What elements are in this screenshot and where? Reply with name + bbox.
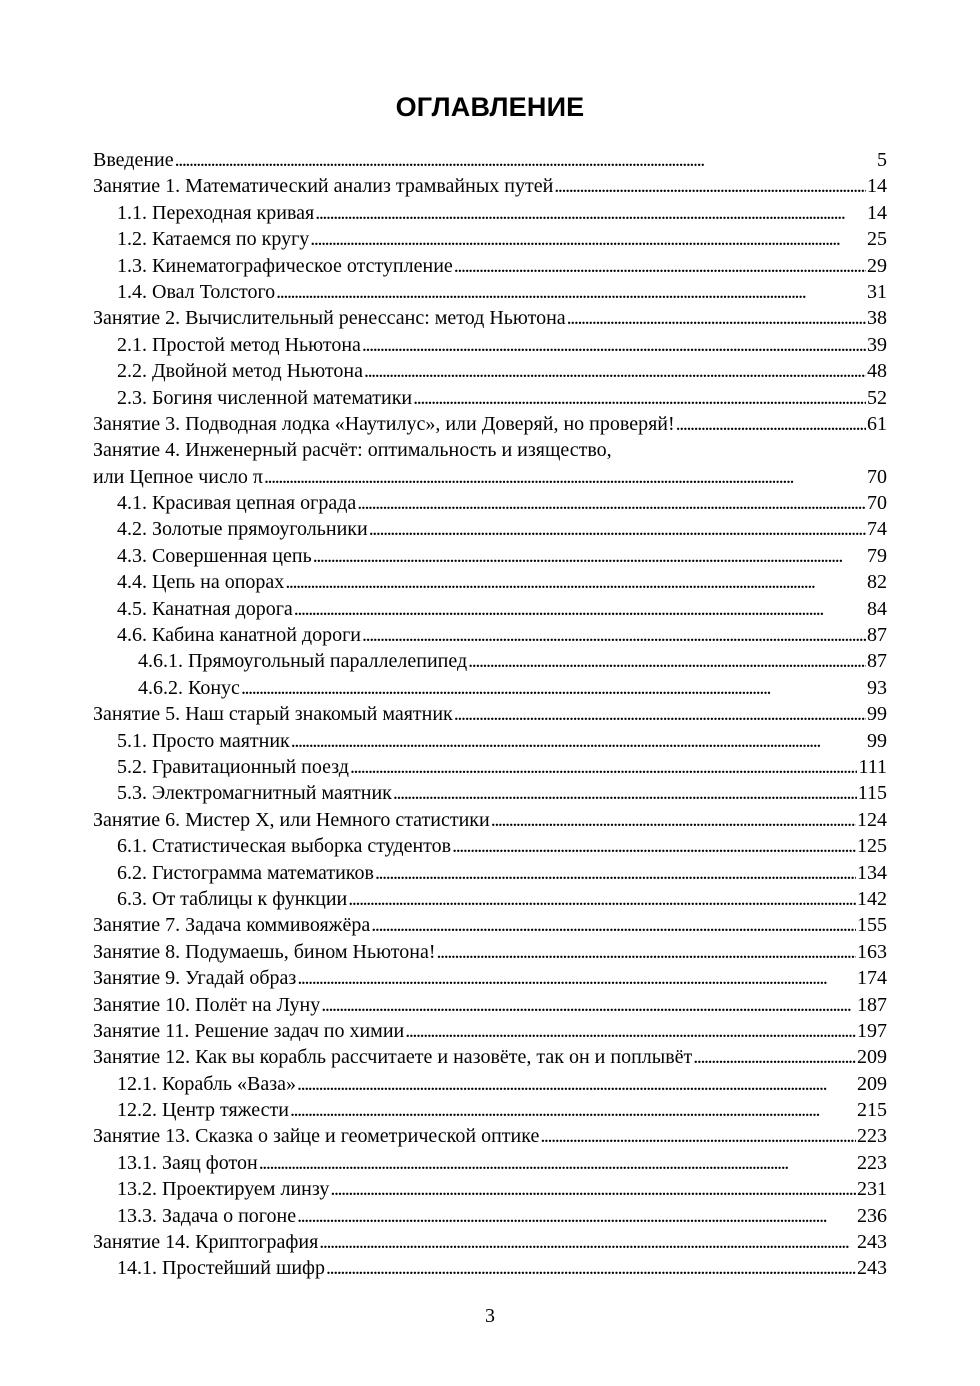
toc-entry-1-2[interactable]: 1.2. Катаемся по кругу . . . 25: [93, 226, 887, 252]
toc-entry-4-5[interactable]: 4.5. Канатная дорога . . . 84: [93, 596, 887, 622]
toc-entry-lesson-5[interactable]: Занятие 5. Наш старый знакомый маятник . . . 99: [93, 701, 887, 727]
toc-entry-6-3[interactable]: 6.3. От таблицы к функции . . . 142: [93, 886, 887, 912]
toc-entry-5-3[interactable]: 5.3. Электромагнитный маятник . . . 115: [93, 780, 887, 806]
toc-entry-5-1[interactable]: 5.1. Просто маятник . . . 99: [93, 728, 887, 754]
toc-entry-lesson-4-line-1[interactable]: Занятие 4. Инженерный расчёт: оптимальность и изящество,: [93, 439, 612, 462]
toc-entry-2-1[interactable]: 2.1. Простой метод Ньютона . . . 39: [93, 332, 887, 358]
toc-entry-lesson-10[interactable]: Занятие 10. Полёт на Луну . . . 187: [93, 992, 887, 1018]
toc-entry-lesson-9[interactable]: Занятие 9. Угадай образ . . . 174: [93, 965, 887, 991]
toc-entry-lesson-2[interactable]: Занятие 2. Вычислительный ренессанс: метод Ньютона . . . 38: [93, 305, 887, 331]
toc-entry-1-3[interactable]: 1.3. Кинематографическое отступление . . . 29: [93, 253, 887, 279]
toc-entry-4-3[interactable]: 4.3. Совершенная цепь . . . 79: [93, 543, 887, 569]
toc-entry-lesson-8[interactable]: Занятие 8. Подумаешь, бином Ньютона! . . . 163: [93, 939, 887, 965]
toc-entry-13-2[interactable]: 13.2. Проектируем линзу . . . 231: [93, 1176, 887, 1202]
toc-entry-14-1[interactable]: 14.1. Простейший шифр . . . 243: [93, 1255, 887, 1281]
page-number: 3: [485, 1305, 495, 1327]
toc-entry-4-1[interactable]: 4.1. Красивая цепная ограда . . . 70: [93, 490, 887, 516]
toc-entry-12-2[interactable]: 12.2. Центр тяжести . . . 215: [93, 1097, 887, 1123]
toc-entry-13-3[interactable]: 13.3. Задача о погоне . . . 236: [93, 1203, 887, 1229]
toc-entry-4-6-1[interactable]: 4.6.1. Прямоугольный параллелепипед . . . 87: [93, 648, 887, 674]
toc-entry-lesson-1[interactable]: Занятие 1. Математический анализ трамвайных путей . . . 14: [93, 173, 887, 199]
toc-entry-4-2[interactable]: 4.2. Золотые прямоугольники . . . 74: [93, 516, 887, 542]
toc-entry-4-6-2[interactable]: 4.6.2. Конус . . . 93: [93, 675, 887, 701]
toc-entry-1-4[interactable]: 1.4. Овал Толстого . . . 31: [93, 279, 887, 305]
toc-entry-lesson-13[interactable]: Занятие 13. Сказка о зайце и геометрической оптике . . . 223: [93, 1123, 887, 1149]
toc-entry-lesson-11[interactable]: Занятие 11. Решение задач по химии . . . 197: [93, 1018, 887, 1044]
toc-entry-lesson-4-line-2[interactable]: или Цепное число π . . . 70: [93, 464, 887, 490]
toc-entry-lesson-14[interactable]: Занятие 14. Криптография . . . 243: [93, 1229, 887, 1255]
toc-entry-5-2[interactable]: 5.2. Гравитационный поезд . . . 111: [93, 754, 887, 780]
toc-entry-lesson-7[interactable]: Занятие 7. Задача коммивояжёра . . . 155: [93, 912, 887, 938]
toc-entry-2-3[interactable]: 2.3. Богиня численной математики . . . 52: [93, 385, 887, 411]
toc-entry-introduction[interactable]: Введение . . . 5: [93, 147, 887, 173]
toc-entry-1-1[interactable]: 1.1. Переходная кривая . . . 14: [93, 200, 887, 226]
toc-entry-lesson-6[interactable]: Занятие 6. Мистер X, или Немного статистики . . . 124: [93, 807, 887, 833]
toc-entry-13-1[interactable]: 13.1. Заяц фотон . . . 223: [93, 1150, 887, 1176]
toc-entry-2-2[interactable]: 2.2. Двойной метод Ньютона . . . 48: [93, 358, 887, 384]
toc-entry-12-1[interactable]: 12.1. Корабль «Ваза» . . . 209: [93, 1071, 887, 1097]
toc-title: ОГЛАВЛЕНИЕ: [395, 92, 585, 122]
toc-entry-lesson-3[interactable]: Занятие 3. Подводная лодка «Наутилус», или Доверяй, но проверяй! . . . 61: [93, 411, 887, 437]
toc-entry-6-2[interactable]: 6.2. Гистограмма математиков . . . 134: [93, 860, 887, 886]
toc-entry-6-1[interactable]: 6.1. Статистическая выборка студентов . . . 125: [93, 833, 887, 859]
toc-entry-4-6[interactable]: 4.6. Кабина канатной дороги . . . 87: [93, 622, 887, 648]
toc-entry-lesson-12[interactable]: Занятие 12. Как вы корабль рассчитаете и назовёте, так он и поплывёт . . . 209: [93, 1044, 887, 1070]
toc-entry-4-4[interactable]: 4.4. Цепь на опорах . . . 82: [93, 569, 887, 595]
table-of-contents: [93, 147, 887, 1282]
